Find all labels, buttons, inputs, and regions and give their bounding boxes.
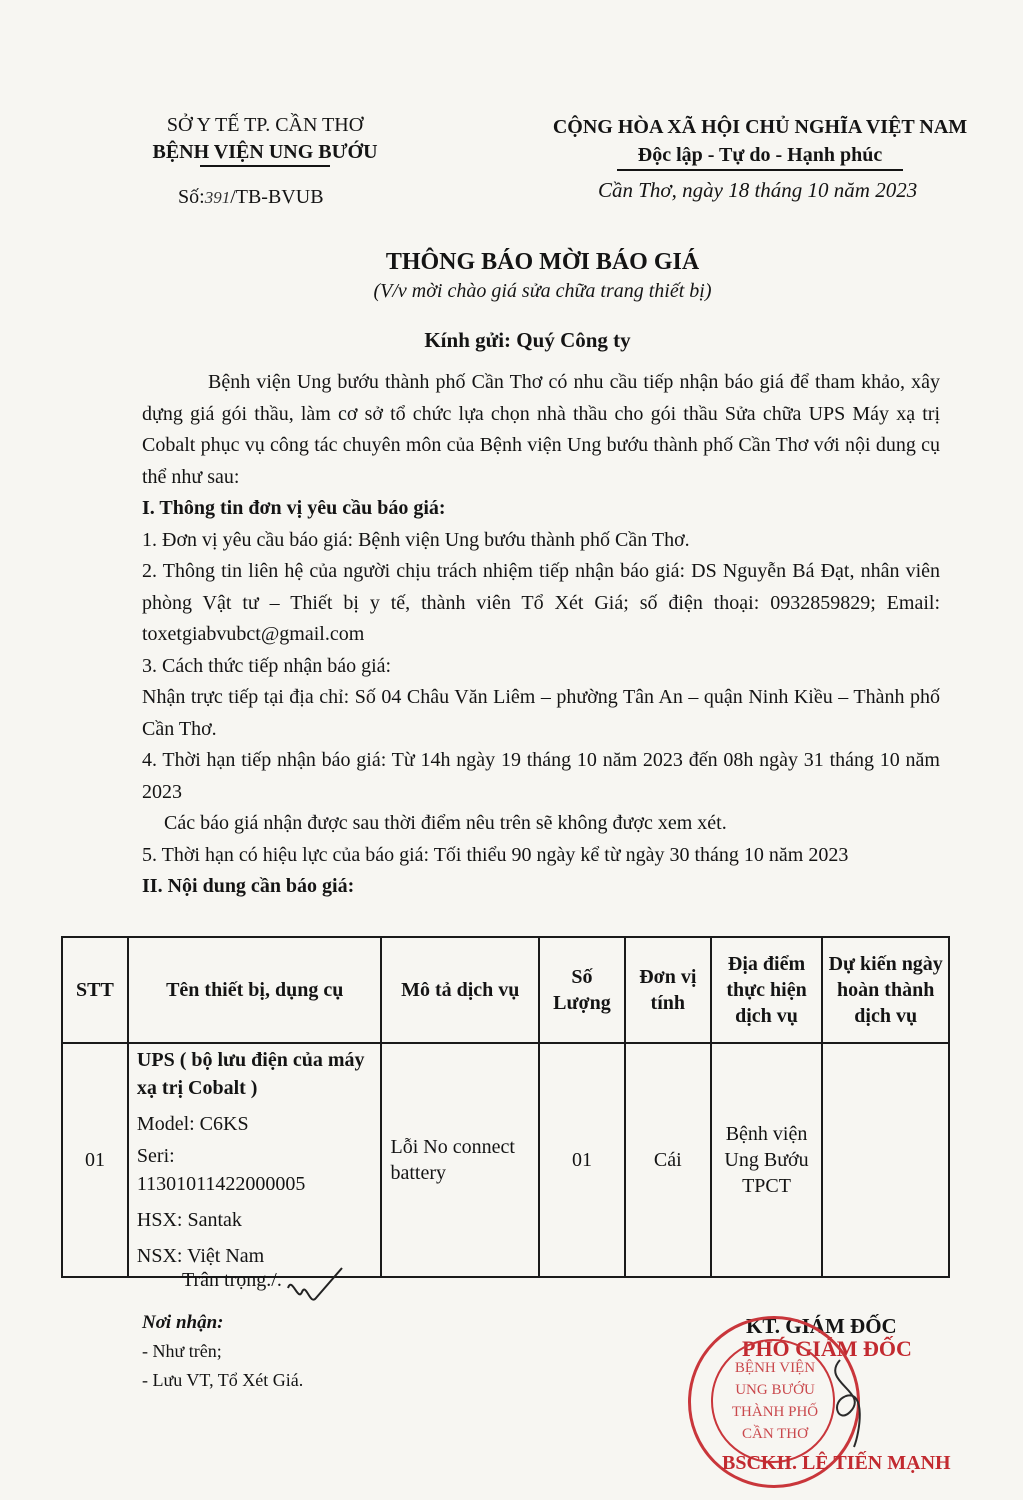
- agency-name: SỞ Y TẾ TP. CẦN THƠ: [166, 114, 364, 136]
- doc-number-handwritten: 391: [204, 188, 231, 207]
- motto-underline: [617, 169, 903, 171]
- cell-completion: [822, 1043, 949, 1277]
- table-header-row: [62, 937, 949, 1043]
- header-stt: STT: [62, 937, 128, 1043]
- item-4: 4. Thời hạn tiếp nhận báo giá: Từ 14h ngày 19 tháng 10 năm 2023 đến 08h ngày 31 tháng 10 năm 2023: [142, 749, 940, 803]
- motto: Độc lập - Tự do - Hạnh phúc: [637, 144, 883, 166]
- hospital-underline: [200, 165, 330, 167]
- header-unit: Đơn vị tính: [625, 937, 711, 1043]
- recipients-title: Nơi nhận:: [142, 1312, 224, 1333]
- item-3: 3. Cách thức tiếp nhận báo giá:: [142, 654, 392, 677]
- hospital-name: BỆNH VIỆN UNG BƯỚU: [152, 141, 378, 163]
- document-title: THÔNG BÁO MỜI BÁO GIÁ: [385, 249, 700, 275]
- cell-description: Lỗi No connect battery: [381, 1043, 539, 1277]
- document-date: Cần Thơ, ngày 18 tháng 10 năm 2023: [598, 178, 918, 202]
- section-2-heading: II. Nội dung cần báo giá:: [142, 875, 355, 897]
- stamp-text: BỆNH VIỆN UNG BƯỚU THÀNH PHỐ CẦN THƠ: [731, 1360, 819, 1442]
- item-5: 5. Thời hạn có hiệu lực của báo giá: Tối thiểu 90 ngày kể từ ngày 30 tháng 10 năm 2023: [142, 843, 849, 866]
- header-location: Địa điểm thực hiện dịch vụ: [711, 937, 823, 1043]
- device-name: UPS ( bộ lưu điện của máy xạ trị Cobalt ): [136, 1049, 365, 1099]
- country-name: CỘNG HÒA XÃ HỘI CHỦ NGHĨA VIỆT NAM: [552, 116, 968, 138]
- header-device: Tên thiết bị, dụng cụ: [128, 937, 382, 1043]
- cell-stt: 01: [62, 1043, 128, 1277]
- cell-location: Bệnh viện Ung Bướu TPCT: [711, 1043, 823, 1277]
- signer-name: BSCKII. LÊ TIẾN MẠNH: [722, 1452, 951, 1474]
- device-manufacturer: HSX: Santak: [136, 1209, 242, 1231]
- cell-device: [128, 1043, 382, 1277]
- header-quantity: Số Lượng: [539, 937, 625, 1043]
- director-signature: [810, 1352, 890, 1452]
- item-3-detail: Nhận trực tiếp tại địa chỉ: Số 04 Châu Văn Liêm – phường Tân An – quận Ninh Kiều – Thành phố Cần Thơ.: [142, 686, 940, 740]
- device-model: Model: C6KS: [136, 1113, 249, 1135]
- recipient-line: Kính gửi: Quý Công ty: [424, 328, 631, 352]
- title-block: [0, 246, 1023, 305]
- signer-title: PHÓ GIÁM ĐỐC: [742, 1336, 912, 1361]
- header-completion: Dự kiến ngày hoàn thành dịch vụ: [822, 937, 949, 1043]
- quote-table: [61, 936, 950, 1278]
- cell-unit: Cái: [625, 1043, 711, 1277]
- regards: Trân trọng./.: [182, 1269, 282, 1291]
- device-serial-label: Seri:: [136, 1145, 175, 1167]
- item-2: 2. Thông tin liên hệ của người chịu trách nhiệm tiếp nhận báo giá: DS Nguyễn Bá Đạt, nhân viên phòng Vật tư – Thiết bị y tế, thành viên Tổ Xét Giá; số điện thoại: 0932859829; Email: toxetgiabvubct@gmail.com: [142, 560, 940, 645]
- body-text: [142, 367, 940, 903]
- item-1: 1. Đơn vị yêu cầu báo giá: Bệnh viện Ung bướu thành phố Cần Thơ.: [142, 528, 690, 551]
- device-origin: NSX: Việt Nam: [136, 1245, 265, 1267]
- recipient-2: - Lưu VT, Tổ Xét Giá.: [142, 1370, 304, 1390]
- device-serial: 11301011422000005: [136, 1173, 306, 1195]
- item-4-note: Các báo giá nhận được sau thời điểm nêu trên sẽ không được xem xét.: [164, 812, 727, 834]
- section-1-heading: I. Thông tin đơn vị yêu cầu báo giá:: [142, 497, 446, 519]
- document-subtitle: (V/v mời chào giá sửa chữa trang thiết bị): [373, 280, 712, 302]
- header-left: [120, 112, 410, 167]
- doc-number: Số:391/TB-BVUB: [178, 186, 324, 208]
- intro-paragraph: Bệnh viện Ung bướu thành phố Cần Thơ có nhu cầu tiếp nhận báo giá để tham khảo, xây dựng giá gói thầu, làm cơ sở tổ chức lựa chọn nhà thầu cho gói thầu Sửa chữa UPS Máy xạ trị Cobalt phục vụ công tác chuyên môn của Bệnh viện Ung bướu thành phố Cần Thơ với nội dung cụ thể như sau:: [142, 371, 940, 488]
- cell-quantity: 01: [539, 1043, 625, 1277]
- header-right: [530, 114, 990, 171]
- table-row: [62, 1043, 949, 1277]
- recipients-block: [142, 1308, 303, 1395]
- header-description: Mô tả dịch vụ: [381, 937, 539, 1043]
- recipient-1: - Như trên;: [142, 1341, 222, 1361]
- signer-for: KT. GIÁM ĐỐC: [746, 1314, 897, 1338]
- initial-signature: [282, 1262, 352, 1312]
